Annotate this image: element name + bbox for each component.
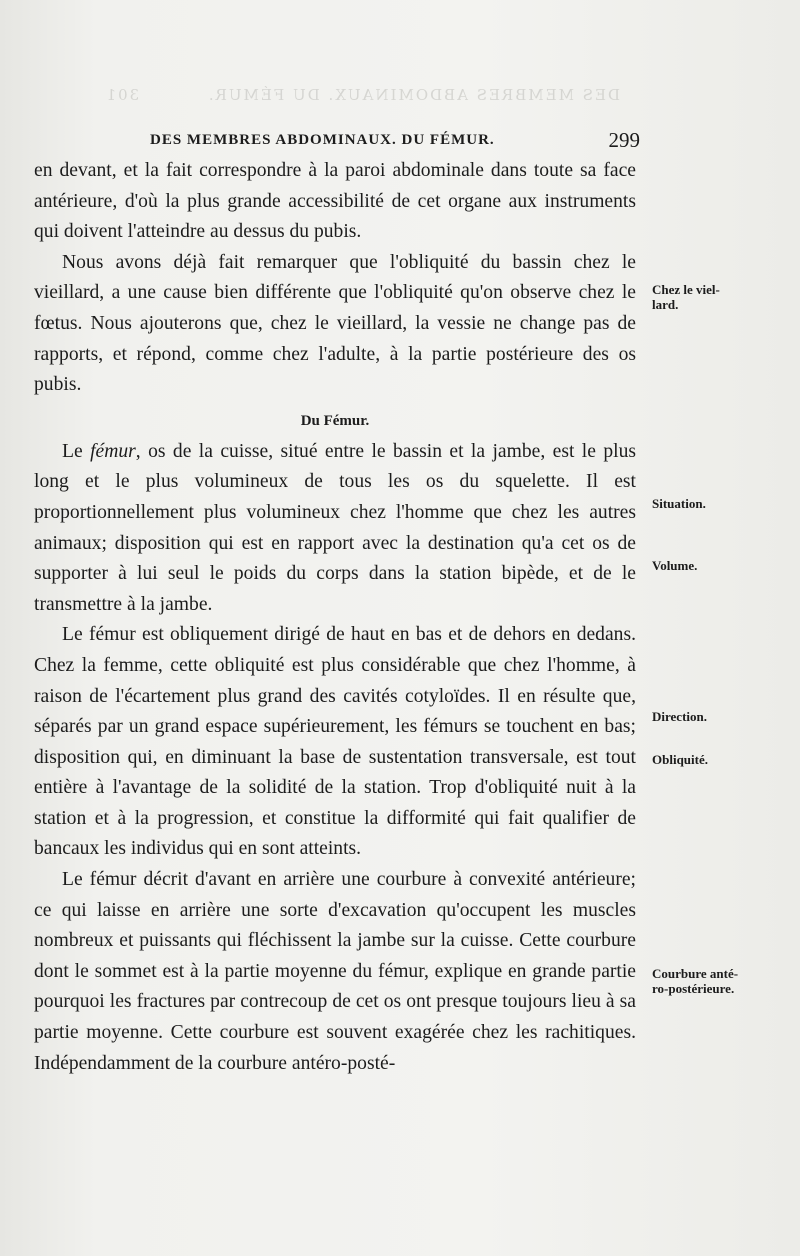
note-situation: Situation. (652, 496, 706, 511)
paragraph-femur-lead: Le (62, 440, 83, 462)
note-direction: Direction. (652, 709, 707, 724)
paragraph-direction: Le fémur est obliquement dirigé de haut en bas et de dehors en dedans. Chez la femme, cette obliquité est plus considérable que chez l'homme, à raison de l'écartement plus grand des cavités cotyloïdes. Il en résulte que, séparés par un grand espace supérieurement, les fémurs se touchent en bas; disposition qui, en diminuant la base de sustentation transversale, est tout entière à l'avantage de la solidité de la station. Trop d'obliquité nuit à la station et à la progression, et constitue la difformité qui fait qualifier de bancaux les individus qui en sont atteints. (34, 624, 636, 860)
term-femur: fémur (90, 440, 136, 462)
running-title: DES MEMBRES ABDOMINAUX. DU FÉMUR. (150, 132, 495, 148)
paragraph-courbure: Le fémur décrit d'avant en arrière une courbure à convexité antérieure; ce qui laisse en arrière une sorte d'excavation qu'occupent les muscles nombreux et puissants qui fléchissent la jambe sur la cuisse. Cette courbure dont le sommet est à la partie moyenne du fémur, explique en grande partie pourquoi les fractures par contrecoup de cet os ont presque toujours lieu à sa partie moyenne. Cette courbure est souvent exagérée chez les rachitiques. Indépendamment de la courbure antéro-posté- (34, 869, 636, 1074)
note-volume: Volume. (652, 558, 698, 573)
show-through-running-title: DES MEMBRES ABDOMINAUX. DU FÉMUR. 301 (104, 86, 620, 104)
page-number: 299 (608, 128, 640, 152)
note-courbure: Courbure anté- ro-postérieure. (652, 966, 739, 996)
body-text (34, 156, 636, 1079)
note-obliquite: Obliquité. (652, 752, 708, 767)
paragraph-continuation: en devant, et la fait correspondre à la paroi abdominale dans toute sa face antérieure, d'où la plus grande accessibilité de cet organe aux instruments qui doivent l'atteindre au dessus du pubis. (34, 160, 636, 243)
paragraph-femur-intro (34, 437, 636, 621)
section-heading-du-femur: Du Fémur. (300, 412, 370, 429)
paragraph-bassin: Nous avons déjà fait remarquer que l'obliquité du bassin chez le vieillard, a une cause bien différente que l'obliquité qu'on observe chez le fœtus. Nous ajouterons que, chez le vieillard, la vessie ne change pas de rapports, et répond, comme chez l'adulte, à la partie postérieure des os pubis. (34, 251, 636, 396)
margin-notes (652, 0, 794, 1256)
note-chez-le-vieillard: Chez le viel- lard. (652, 282, 720, 312)
running-header (150, 128, 640, 154)
paragraph-femur-rest: , os de la cuisse, situé entre le bassin et la jambe, est le plus long et le plus volumineux de tous les os du squelette. Il est proportionnellement plus volumineux chez l'homme que chez les autres animaux; disposition qui est en rapport avec la destination qu'a cet os de supporter à lui seul le poids du corps dans la station bipède, et de le transmettre à la jambe. (34, 440, 636, 615)
